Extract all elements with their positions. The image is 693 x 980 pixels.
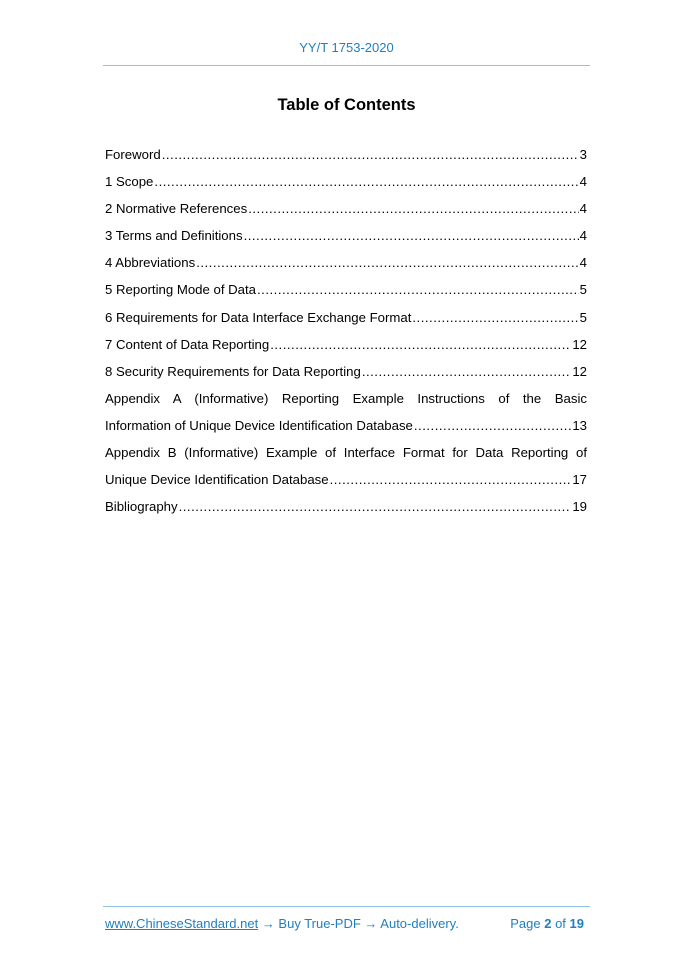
- toc-entry-page: 4: [579, 255, 587, 271]
- dot-leader: [414, 415, 571, 437]
- toc-entry-page: 4: [579, 228, 587, 244]
- toc-entry-title: Appendix B (Informative) Example of Interface Format for Data Reporting of: [105, 445, 587, 461]
- dot-leader: [179, 496, 572, 518]
- page-indicator: [510, 916, 584, 931]
- page-footer: [105, 916, 589, 934]
- toc-entry-title: Appendix A (Informative) Reporting Example Instructions of the Basic: [105, 390, 587, 406]
- toc-entry-title: 2 Normative References: [105, 201, 248, 217]
- dot-leader: [362, 361, 572, 383]
- toc-entry-title: Foreword: [105, 147, 161, 162]
- toc-entry-abbreviations[interactable]: [105, 252, 587, 279]
- toc-entry-interface-format[interactable]: [105, 307, 587, 334]
- dot-leader: [248, 198, 578, 220]
- page-total: 19: [569, 916, 584, 931]
- dot-leader: [412, 307, 578, 329]
- dot-leader: [196, 252, 578, 274]
- page-of: of: [555, 916, 566, 931]
- toc-entry-page: 13: [572, 417, 587, 433]
- toc-entry-title: 1 Scope: [105, 174, 154, 190]
- page-current: 2: [544, 916, 552, 931]
- toc-entry-appendix-b-line2[interactable]: [105, 469, 587, 496]
- toc-entry-title: 4 Abbreviations: [105, 255, 196, 271]
- toc-entry-reporting-mode[interactable]: [105, 279, 587, 306]
- toc-entry-page: 5: [579, 309, 587, 325]
- toc-entry-page: 17: [572, 472, 587, 488]
- header-divider: [103, 65, 590, 66]
- toc-entry-title: 5 Reporting Mode of Data: [105, 282, 257, 298]
- toc-entry-normative-references[interactable]: [105, 198, 587, 225]
- toc-entry-title: Bibliography: [105, 499, 178, 515]
- toc-entry-title: Information of Unique Device Identification Database: [105, 417, 413, 433]
- dot-leader: [162, 144, 579, 166]
- toc-entry-content-reporting[interactable]: [105, 334, 587, 361]
- toc-entry-appendix-a-line2[interactable]: [105, 415, 587, 442]
- toc-entry-title: 3 Terms and Definitions: [105, 228, 243, 244]
- website-link[interactable]: www.ChineseStandard.net: [105, 916, 259, 931]
- page-word: Page: [510, 916, 541, 931]
- toc-entry-bibliography[interactable]: [105, 496, 587, 523]
- dot-leader: [330, 469, 572, 491]
- toc-entry-title: Unique Device Identification Database: [105, 472, 329, 488]
- toc-entry-page: 3: [579, 147, 587, 162]
- toc-entry-page: 12: [572, 363, 587, 379]
- toc-entry-security-requirements[interactable]: [105, 361, 587, 388]
- toc-entry-page: 4: [579, 174, 587, 190]
- dot-leader: [244, 225, 579, 247]
- running-header: [0, 40, 693, 55]
- table-of-contents: [105, 144, 587, 523]
- toc-entry-page: 4: [579, 201, 587, 217]
- page-title: Table of Contents: [277, 96, 416, 114]
- toc-entry-title: 8 Security Requirements for Data Reporting: [105, 363, 361, 379]
- toc-entry-page: 5: [579, 282, 587, 298]
- standard-code: YY/T 1753-2020: [299, 40, 394, 55]
- toc-entry-appendix-b-line1[interactable]: [105, 442, 587, 469]
- toc-entry-page: 12: [572, 336, 587, 352]
- footer-tagline: → Buy True-PDF → Auto-delivery.: [258, 916, 459, 931]
- toc-entry-appendix-a-line1[interactable]: [105, 388, 587, 415]
- toc-entry-scope[interactable]: [105, 171, 587, 198]
- toc-entry-foreword[interactable]: [105, 144, 587, 171]
- toc-entry-terms-definitions[interactable]: [105, 225, 587, 252]
- toc-entry-page: 19: [572, 499, 587, 515]
- toc-entry-title: 6 Requirements for Data Interface Exchange Format: [105, 309, 412, 325]
- dot-leader: [270, 334, 571, 356]
- footer-divider: [103, 906, 590, 907]
- toc-entry-title: 7 Content of Data Reporting: [105, 336, 270, 352]
- dot-leader: [257, 279, 579, 301]
- dot-leader: [154, 171, 578, 193]
